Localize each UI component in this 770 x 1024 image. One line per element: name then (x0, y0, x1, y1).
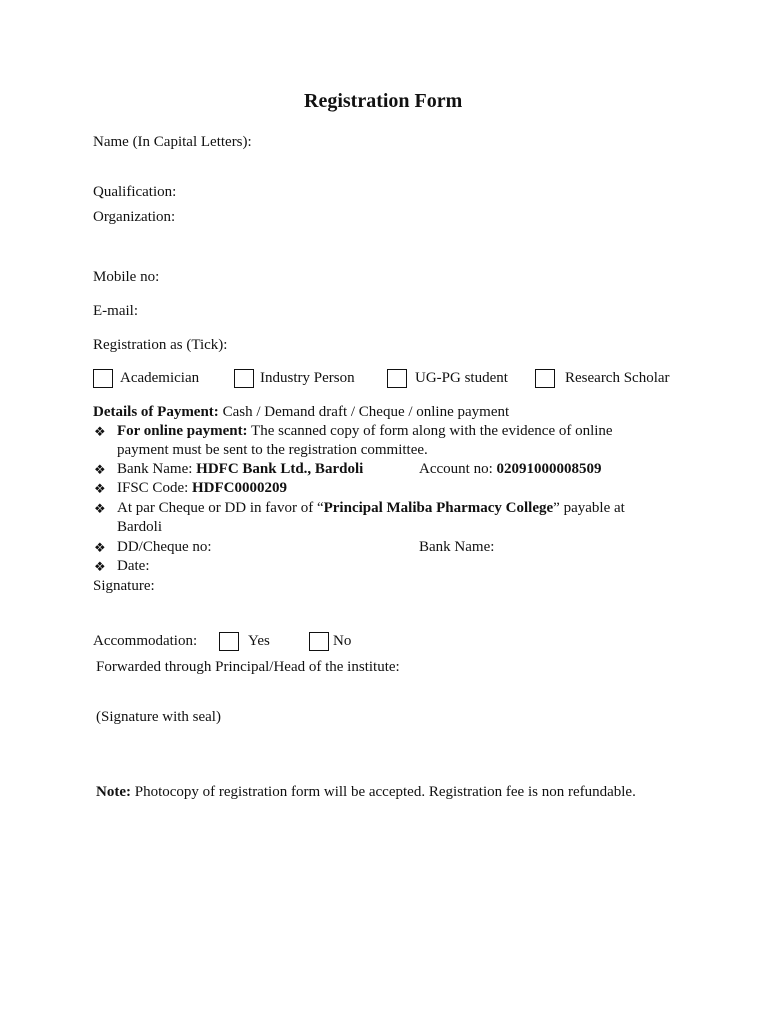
ifsc-line (117, 479, 287, 497)
research-scholar-label: Research Scholar (565, 370, 670, 386)
organization-label: Organization: (93, 209, 176, 225)
online-payment-line (117, 422, 613, 440)
bank-name-field-label: Bank Name: (419, 539, 495, 555)
online-payment-label: For online payment: (117, 423, 248, 439)
bullet-icon: ❖ (94, 501, 106, 516)
forwarded-label: Forwarded through Principal/Head of the institute: (96, 659, 400, 675)
bullet-icon: ❖ (94, 424, 106, 439)
ifsc-label: IFSC Code: (117, 480, 189, 496)
date-label: Date: (117, 558, 150, 574)
cheque-line (117, 499, 625, 517)
bank-name-line (117, 460, 363, 478)
signature-label: Signature: (93, 578, 155, 594)
account-value: 02091000008509 (496, 461, 602, 477)
cheque-payee: Principal Maliba Pharmacy College (323, 500, 554, 516)
cheque-line-2: Bardoli (117, 519, 162, 535)
industry-person-label: Industry Person (260, 370, 355, 386)
cheque-post: ” payable at (553, 500, 625, 516)
online-payment-text-2: payment must be sent to the registration committee. (117, 442, 428, 458)
name-label: Name (In Capital Letters): (93, 134, 252, 150)
dd-cheque-no-label: DD/Cheque no: (117, 539, 212, 555)
bullet-icon: ❖ (94, 481, 106, 496)
note-label: Note: (96, 784, 131, 800)
payment-heading: Details of Payment: (93, 404, 219, 420)
accommodation-no-checkbox[interactable] (309, 632, 329, 651)
email-label: E-mail: (93, 303, 138, 319)
registration-as-label: Registration as (Tick): (93, 337, 228, 353)
accommodation-label: Accommodation: (93, 633, 198, 649)
academician-checkbox[interactable] (93, 369, 113, 388)
note-line (96, 783, 636, 801)
signature-seal-label: (Signature with seal) (96, 709, 221, 725)
mobile-label: Mobile no: (93, 269, 160, 285)
accommodation-yes-checkbox[interactable] (219, 632, 239, 651)
online-payment-text: The scanned copy of form along with the evidence of online (251, 423, 613, 439)
ug-pg-student-checkbox[interactable] (387, 369, 407, 388)
bank-name-label: Bank Name: (117, 461, 193, 477)
bank-name-value: HDFC Bank Ltd., Bardoli (196, 461, 364, 477)
qualification-label: Qualification: (93, 184, 177, 200)
academician-label: Academician (120, 370, 200, 386)
payment-details-line (93, 403, 509, 421)
payment-methods: Cash / Demand draft / Cheque / online payment (222, 404, 510, 420)
bullet-icon: ❖ (94, 540, 106, 555)
cheque-pre: At par Cheque or DD in favor of “ (117, 500, 324, 516)
account-line (419, 460, 601, 478)
bullet-icon: ❖ (94, 462, 106, 477)
page-title: Registration Form (304, 90, 463, 112)
bullet-icon: ❖ (94, 559, 106, 574)
accommodation-yes-label: Yes (248, 633, 270, 649)
industry-person-checkbox[interactable] (234, 369, 254, 388)
note-text: Photocopy of registration form will be accepted. Registration fee is non refundable. (134, 784, 636, 800)
research-scholar-checkbox[interactable] (535, 369, 555, 388)
accommodation-no-label: No (333, 633, 352, 649)
ug-pg-student-label: UG-PG student (415, 370, 508, 386)
ifsc-value: HDFC0000209 (192, 480, 288, 496)
account-label: Account no: (419, 461, 493, 477)
